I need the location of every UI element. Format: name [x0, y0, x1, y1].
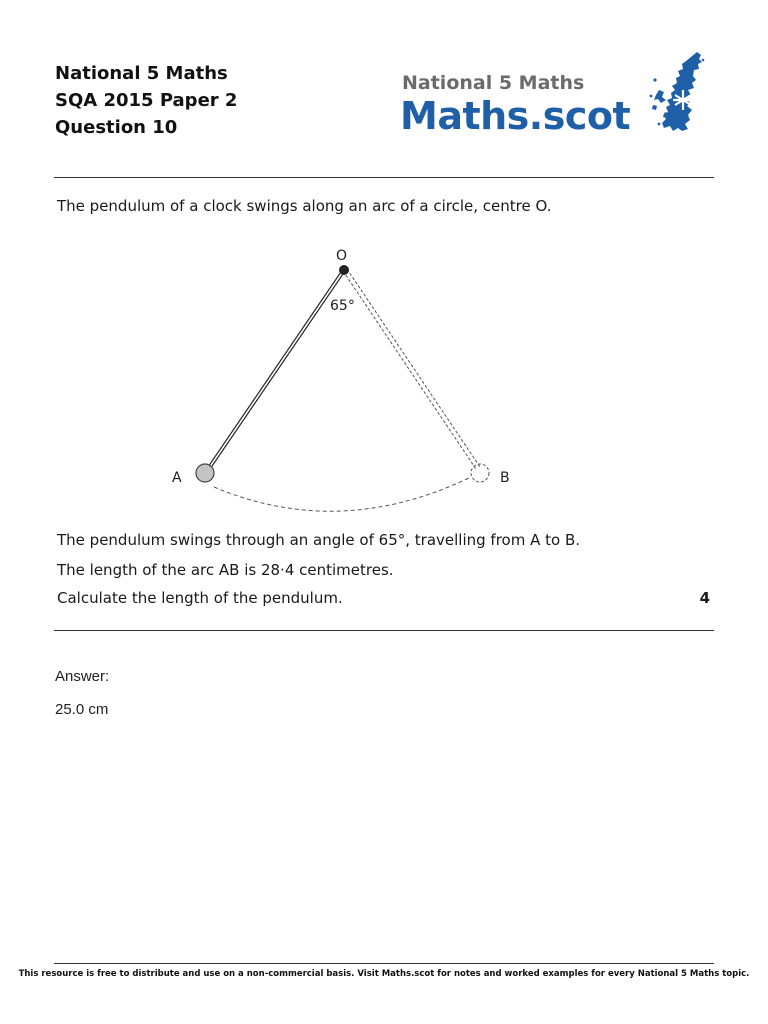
pivot-point: [339, 265, 349, 275]
marks-value: 4: [699, 589, 710, 607]
question-intro: The pendulum of a clock swings along an arc of a circle, centre O.: [57, 197, 552, 215]
angle-label: 65°: [330, 298, 355, 314]
title-line-question: Question 10: [55, 117, 178, 138]
divider-bottom: [54, 630, 714, 631]
question-line-arc: The length of the arc AB is 28·4 centimetres.: [57, 561, 394, 579]
pendulum-bob-a: [196, 464, 214, 482]
logo-brand: Maths.scot: [400, 94, 631, 138]
scotland-map-icon: [645, 50, 707, 142]
footer-notice: This resource is free to distribute and use on a non-commercial basis. Visit Maths.scot for notes and worked examples for every National 5 Maths topic.: [18, 969, 750, 979]
label-o: O: [336, 248, 348, 264]
maths-scot-logo: [400, 50, 712, 145]
title-line-course: National 5 Maths: [55, 63, 228, 84]
dashed-pendulum-rod: [343, 271, 476, 469]
question-line-angle: The pendulum swings through an angle of 65°, travelling from A to B.: [57, 531, 581, 549]
pendulum-bob-b: [471, 464, 489, 482]
title-line-paper: SQA 2015 Paper 2: [55, 90, 238, 111]
answer-label: Answer:: [55, 668, 110, 685]
answer-value: 25.0 cm: [55, 701, 109, 718]
question-line-task: Calculate the length of the pendulum.: [57, 589, 343, 607]
divider-footer: [54, 963, 714, 964]
document-title: [55, 60, 237, 141]
divider-top: [54, 177, 714, 178]
label-a: A: [172, 470, 182, 486]
label-b: B: [500, 470, 510, 486]
swing-arc: [214, 477, 471, 511]
pendulum-diagram: [160, 240, 540, 525]
logo-subtitle: National 5 Maths: [402, 72, 585, 94]
